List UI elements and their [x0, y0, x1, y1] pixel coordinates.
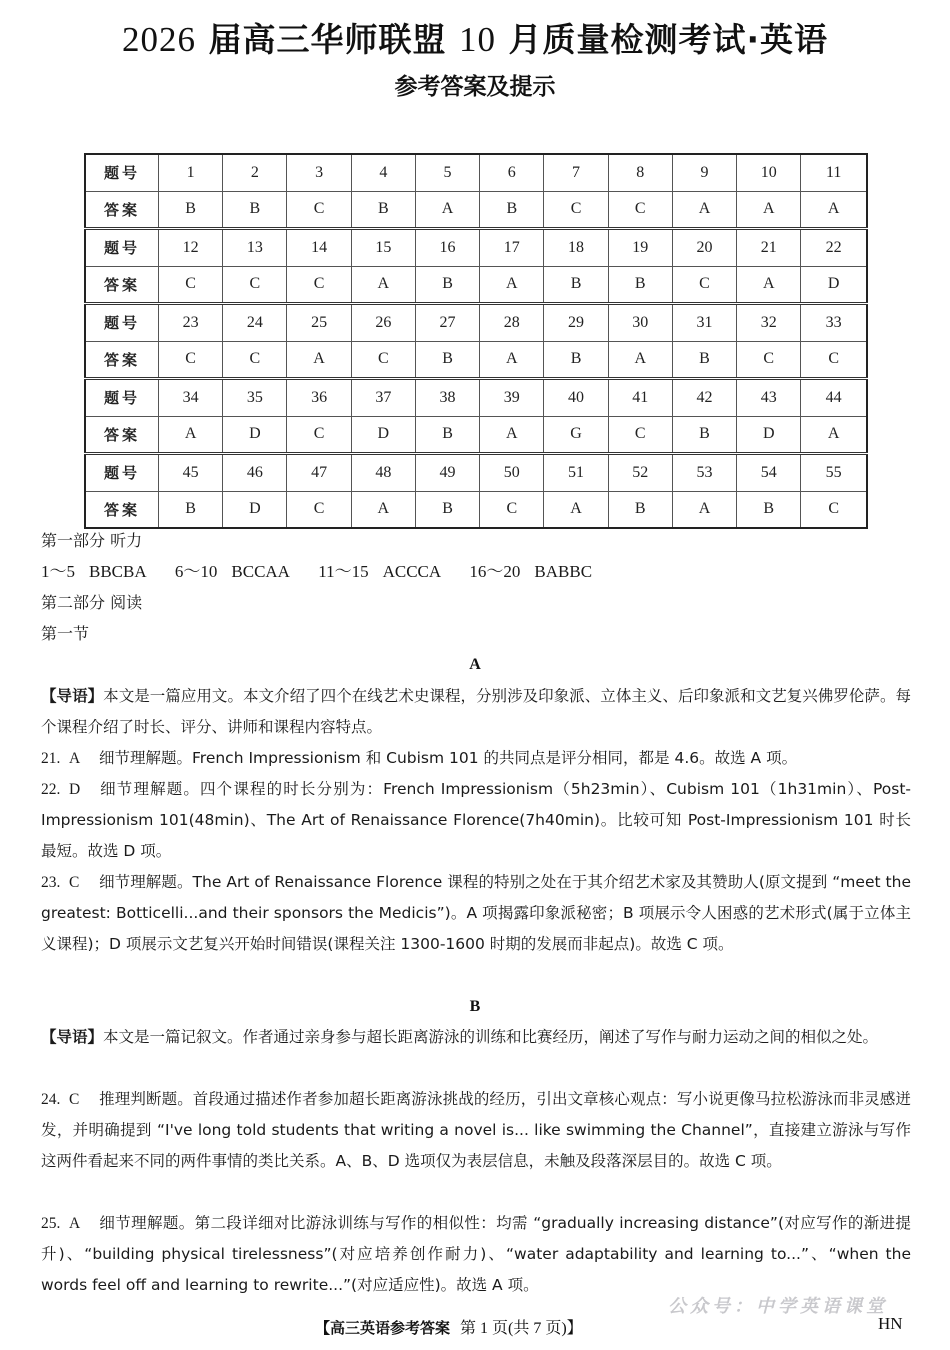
- answer-item-21: [41, 743, 911, 774]
- answer-row: [85, 491, 867, 528]
- question-number-cell: 32: [737, 304, 801, 342]
- question-number-cell: 29: [544, 304, 608, 342]
- question-number-cell: 11: [801, 154, 867, 191]
- question-number: 22.: [41, 781, 61, 798]
- answer-cell: C: [287, 416, 351, 454]
- answer-cell: A: [801, 191, 867, 229]
- answer-row: [85, 191, 867, 229]
- question-number-cell: 39: [480, 379, 544, 417]
- question-number-cell: 35: [223, 379, 287, 417]
- question-number-cell: 34: [159, 379, 223, 417]
- question-number-cell: 1: [159, 154, 223, 191]
- answer-cell: B: [544, 341, 608, 379]
- part1-heading-text: 第一部分 听力: [41, 531, 143, 550]
- answer-cell: A: [159, 416, 223, 454]
- row-label: 答案: [85, 266, 159, 304]
- question-number-cell: 51: [544, 454, 608, 492]
- answer-cell: A: [351, 266, 415, 304]
- question-number-cell: 14: [287, 229, 351, 267]
- listening-range: [318, 562, 441, 581]
- answer-cell: A: [737, 266, 801, 304]
- range-answers: BCCAA: [231, 562, 290, 581]
- intro-tag: 【导语】: [41, 687, 104, 705]
- page-number: 第 1 页(共 7 页)】: [460, 1320, 583, 1337]
- row-label: 题号: [85, 229, 159, 267]
- listening-range: [175, 562, 290, 581]
- answer-item-23: [41, 867, 911, 960]
- answer-table: [84, 153, 868, 529]
- answer-cell: C: [351, 341, 415, 379]
- answer-cell: A: [351, 491, 415, 528]
- question-number-cell: 19: [608, 229, 672, 267]
- question-number-cell: 50: [480, 454, 544, 492]
- answer-cell: A: [737, 191, 801, 229]
- question-number-cell: 4: [351, 154, 415, 191]
- question-number: 21.: [41, 750, 61, 767]
- question-number-cell: 23: [159, 304, 223, 342]
- explanation: 细节理解题。四个课程的时长分别为：French Impressionism（5h23min）、Cubism 101（1h31min）、Post-Impressionism 101(48min)、The Art of Renaissance Florence(7h40min)。比较可知 Post-Impressionism 101 时长最短。故选 D 项。: [41, 780, 911, 860]
- explanation: 细节理解题。French Impressionism 和 Cubism 101 的共同点是评分相同，都是 4.6。故选 A 项。: [99, 749, 798, 767]
- question-answer: A: [69, 750, 81, 767]
- answer-cell: C: [801, 341, 867, 379]
- answer-cell: B: [415, 266, 479, 304]
- page-footer: [315, 1315, 583, 1338]
- answer-cell: D: [223, 491, 287, 528]
- answer-item-24: [41, 1084, 911, 1177]
- row-label: 题号: [85, 154, 159, 191]
- question-number-cell: 33: [801, 304, 867, 342]
- answer-row: [85, 341, 867, 379]
- question-number-cell: 48: [351, 454, 415, 492]
- answer-cell: B: [672, 341, 736, 379]
- question-number-cell: 9: [672, 154, 736, 191]
- row-label: 题号: [85, 379, 159, 417]
- question-answer: D: [69, 781, 81, 798]
- question-number-cell: 42: [672, 379, 736, 417]
- answer-cell: B: [159, 491, 223, 528]
- question-number-cell: 38: [415, 379, 479, 417]
- answer-cell: B: [415, 341, 479, 379]
- section-heading: 第一节: [41, 624, 90, 643]
- answer-row: [85, 416, 867, 454]
- question-number-cell: 37: [351, 379, 415, 417]
- listening-answers: [41, 556, 911, 587]
- answer-cell: B: [415, 491, 479, 528]
- part1-heading: [41, 525, 911, 556]
- answer-row: [85, 266, 867, 304]
- answer-cell: D: [801, 266, 867, 304]
- answer-cell: D: [351, 416, 415, 454]
- listening-range: [469, 562, 592, 581]
- question-number: 25.: [41, 1215, 61, 1232]
- region-code: HN: [878, 1314, 903, 1333]
- passage-b-letter: B: [469, 998, 481, 1015]
- question-number-cell: 30: [608, 304, 672, 342]
- answer-cell: C: [223, 266, 287, 304]
- answer-cell: C: [287, 191, 351, 229]
- answer-cell: A: [480, 266, 544, 304]
- watermark: 公众号：中学英语课堂: [668, 1296, 888, 1317]
- question-answer: C: [69, 1091, 80, 1108]
- answer-cell: C: [608, 191, 672, 229]
- range-label: 16～20: [469, 562, 521, 581]
- answer-cell: B: [223, 191, 287, 229]
- title-year: 2026: [121, 20, 196, 59]
- question-number-cell: 52: [608, 454, 672, 492]
- answer-cell: B: [544, 266, 608, 304]
- answer-cell: B: [672, 416, 736, 454]
- range-label: 1～5: [41, 562, 75, 581]
- answer-cell: B: [608, 491, 672, 528]
- question-number-cell: 18: [544, 229, 608, 267]
- intro-tag: 【导语】: [41, 1028, 104, 1046]
- question-number-row: [85, 454, 867, 492]
- answer-cell: B: [608, 266, 672, 304]
- passage-a-intro: [41, 681, 911, 743]
- range-answers: BABBC: [534, 562, 593, 581]
- title-main: 届高三华师联盟: [208, 20, 447, 59]
- question-number-row: [85, 304, 867, 342]
- question-number-cell: 41: [608, 379, 672, 417]
- explanation: 细节理解题。第二段详细对比游泳训练与写作的相似性：均需 “gradually increasing distance”(对应写作的渐进提升)、“building physical tirelessness”(对应培养创作耐力)、“water adaptability and learning to...”、“when the words feel off and learning to rewrite...”(对应适应性)。故选 A 项。: [41, 1214, 911, 1294]
- answer-cell: D: [737, 416, 801, 454]
- range-answers: ACCCA: [382, 562, 442, 581]
- question-answer: A: [69, 1215, 81, 1232]
- range-label: 6～10: [174, 562, 218, 581]
- question-number-cell: 15: [351, 229, 415, 267]
- question-number-cell: 55: [801, 454, 867, 492]
- question-number-cell: 20: [672, 229, 736, 267]
- question-number-cell: 3: [287, 154, 351, 191]
- answer-cell: A: [287, 341, 351, 379]
- question-number-cell: 31: [672, 304, 736, 342]
- row-label: 答案: [85, 191, 159, 229]
- row-label: 答案: [85, 341, 159, 379]
- question-number-cell: 44: [801, 379, 867, 417]
- question-number-cell: 45: [159, 454, 223, 492]
- row-label: 答案: [85, 416, 159, 454]
- answer-cell: B: [351, 191, 415, 229]
- footer-label: 【高三英语参考答案: [315, 1319, 451, 1337]
- answer-cell: B: [159, 191, 223, 229]
- row-label: 题号: [85, 454, 159, 492]
- question-number-row: [85, 229, 867, 267]
- question-number: 24.: [41, 1091, 61, 1108]
- range-answers: BBCBA: [89, 562, 147, 581]
- answer-cell: D: [223, 416, 287, 454]
- explanation: 细节理解题。The Art of Renaissance Florence 课程的特别之处在于其介绍艺术家及其赞助人(原文提到 “meet the greatest: Botticelli...and their sponsors the Medicis”)。A 项揭露印象派秘密；B 项展示令人困惑的艺术形式(属于立体主义课程)；D 项展示文艺复兴开始时间错误(课程关注 1300-1600 时期的发展而非起点)。故选 C 项。: [41, 873, 911, 953]
- answer-cell: C: [159, 266, 223, 304]
- page-subtitle: 参考答案及提示: [394, 74, 556, 100]
- question-number-cell: 2: [223, 154, 287, 191]
- question-number-cell: 25: [287, 304, 351, 342]
- question-number-cell: 22: [801, 229, 867, 267]
- question-number-cell: 54: [737, 454, 801, 492]
- question-number-cell: 8: [608, 154, 672, 191]
- question-number-cell: 27: [415, 304, 479, 342]
- question-number-cell: 12: [159, 229, 223, 267]
- answer-cell: B: [480, 191, 544, 229]
- answer-cell: A: [480, 416, 544, 454]
- question-number-row: [85, 154, 867, 191]
- answer-cell: A: [801, 416, 867, 454]
- answer-cell: A: [480, 341, 544, 379]
- answer-item-25: [41, 1208, 911, 1301]
- intro-text: 本文是一篇记叙文。作者通过亲身参与超长距离游泳的训练和比赛经历，阐述了写作与耐力运动之间的相似之处。: [103, 1028, 879, 1046]
- answer-cell: C: [737, 341, 801, 379]
- title-rest: 月质量检测考试·英语: [508, 20, 829, 59]
- page-title: [0, 14, 950, 61]
- answer-cell: G: [544, 416, 608, 454]
- answer-cell: A: [608, 341, 672, 379]
- question-number-cell: 46: [223, 454, 287, 492]
- answer-cell: C: [801, 491, 867, 528]
- intro-text: 本文是一篇应用文。本文介绍了四个在线艺术史课程，分别涉及印象派、立体主义、后印象派和文艺复兴佛罗伦萨。每个课程介绍了时长、评分、讲师和课程内容特点。: [41, 687, 911, 736]
- question-number-cell: 40: [544, 379, 608, 417]
- explanation: 推理判断题。首段通过描述作者参加超长距离游泳挑战的经历，引出文章核心观点：写小说更像马拉松游泳而非灵感迸发，并明确提到 “I've long told students that writing a novel is... like swimming the Channel”，直接建立游泳与写作这两件看起来不同的两件事情的类比关系。A、B、D 选项仅为表层信息，未触及段落深层目的。故选 C 项。: [41, 1090, 911, 1170]
- title-month: 10: [458, 20, 496, 59]
- answer-cell: C: [608, 416, 672, 454]
- answer-cell: C: [287, 491, 351, 528]
- question-number-cell: 53: [672, 454, 736, 492]
- answer-cell: C: [480, 491, 544, 528]
- question-number-cell: 10: [737, 154, 801, 191]
- question-number-cell: 13: [223, 229, 287, 267]
- row-label: 答案: [85, 491, 159, 528]
- part2-heading: 第二部分 阅读: [41, 593, 143, 612]
- answer-cell: A: [415, 191, 479, 229]
- answer-cell: C: [223, 341, 287, 379]
- answer-cell: B: [415, 416, 479, 454]
- question-number-cell: 17: [480, 229, 544, 267]
- question-number-cell: 36: [287, 379, 351, 417]
- answer-cell: A: [672, 491, 736, 528]
- question-number-cell: 47: [287, 454, 351, 492]
- question-number-cell: 5: [415, 154, 479, 191]
- answer-cell: C: [544, 191, 608, 229]
- listening-range: [41, 562, 147, 581]
- row-label: 题号: [85, 304, 159, 342]
- answer-cell: A: [544, 491, 608, 528]
- question-number-cell: 49: [415, 454, 479, 492]
- question-number-cell: 6: [480, 154, 544, 191]
- question-number: 23.: [41, 874, 61, 891]
- question-number-cell: 26: [351, 304, 415, 342]
- question-number-cell: 16: [415, 229, 479, 267]
- answer-cell: C: [287, 266, 351, 304]
- question-number-cell: 43: [737, 379, 801, 417]
- question-answer: C: [69, 874, 80, 891]
- question-number-cell: 21: [737, 229, 801, 267]
- answer-item-22: [41, 774, 911, 867]
- answer-cell: C: [159, 341, 223, 379]
- passage-a-letter: A: [469, 656, 481, 673]
- question-number-cell: 24: [223, 304, 287, 342]
- question-number-row: [85, 379, 867, 417]
- question-number-cell: 7: [544, 154, 608, 191]
- passage-b-intro: [41, 1022, 911, 1053]
- answer-cell: C: [672, 266, 736, 304]
- range-label: 11～15: [318, 562, 369, 581]
- answer-cell: B: [737, 491, 801, 528]
- answer-cell: A: [672, 191, 736, 229]
- question-number-cell: 28: [480, 304, 544, 342]
